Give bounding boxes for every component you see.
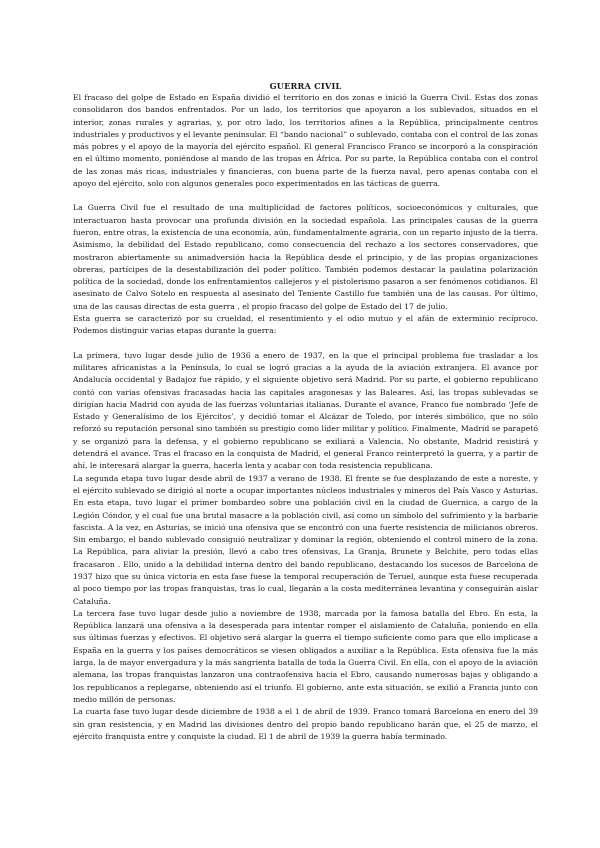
paragraph-intro: El fracaso del golpe de Estado en España dividió el territorio en dos zonas e inició la Guerra Civil. Estas dos zonas consolidaron dos bandos enfrentados. Por un lado, los territorios que apoyaron a los sublevados, situados en el interior, zonas rurales y agrarias, y, por otro lado, los territorios afines a la República, principalmente centros industriales y productivos y el levante peninsular. El “bando nacional” o sublevado, contaba con el control de las zonas más pobres y el apoyo de la mayoría del ejército español. El general Francisco Franco se incorporó a la conspiración en el último momento, poniéndose al mando de las tropas en África. Por su parte, la República contaba con el control de las zonas más ricas, industriales y financieras, con buena parte de la fuerza naval, pero apenas contaba con el apoyo del ejército, solo con algunos generales poco experimentados en las tácticas de guerra. [73,93,538,189]
paragraph-stage-two: La segunda etapa tuvo lugar desde abril de 1937 a verano de 1938. El frente se fue desplazando de este a noreste, y el ejército sublevado se dirigió al norte a ocupar importantes núcleos industriales y mineros del País Vasco y Asturias. En esta etapa, tuvo lugar el primer bombardeo sobre una población civil en la ciudad de Guernica, a cargo de la Legión Cóndor, y el cual fue una brutal masacre a la población civil, así como un símbolo del sufrimiento y la barbarie fascista. A la vez, en Asturias, se inició una ofensiva que se encontró con una fuerte resistencia de milicianos obreros. Sin embargo, el bando sublevado consiguió neutralizar y dominar la región, obteniendo el control minero de la zona. La República, para aliviar la presión, llevó a cabo tres ofensivas, La Granja, Brunete y Belchite, pero todas ellas fracasaron . Ello, unido a la debilidad interna dentro del bando republicano, destacando los sucesos de Barcelona de 1937 hizo que su única victoria en esta fase fuese la temporal recuperación de Teruel, aunque esta fuese recuperada al poco tiempo por las tropas franquistas, tras lo cual, llegarán a la costa mediterránea levantina y conseguirán aislar Cataluña. [73,473,538,606]
document-title: GUERRA CIVIL [269,81,342,91]
paragraph-causes: La Guerra Civil fue el resultado de una multiplicidad de factores políticos, socioeconómicos y culturales, que interactuaron hasta provocar una profunda división en la sociedad española. Las principales causas de la guerra fueron, entre otras, la existencia de una economía, aún, fundamentalmente agraria, con un reparto injusto de la tierra. Asimismo, la debilidad del Estado republicano, como consecuencia del rechazo a los sectores conservadores, que mostraron abiertamente su animadversión hacia la República desde el principio, y de las propias organizaciones obreras, partícipes de la desestabilización del poder político. También podemos destacar la paulatina polarización política de la sociedad, donde los enfrentamientos callejeros y el pistolerismo pasaron a ser fenómenos cotidianos. El asesinato de Calvo Sotelo en respuesta al asesinato del Teniente Castillo fue también una de las causas. Por último, una de las causas directas de esta guerra , el propio fracaso del golpe de Estado del 17 de julio. [73,203,538,311]
paragraph-stage-three: La tercera fase tuvo lugar desde julio a noviembre de 1938, marcada por la famosa batalla del Ebro. En esta, la República lanzará una ofensiva a la desesperada para intentar romper el aislamiento de Cataluña, poniendo en ella sus últimas fuerzas y efectivos. El objetivo será alargar la guerra el tiempo suficiente como para que ello implicase a España en la guerra y los países democráticos se viesen obligados a auxiliar a la República. Esta ofensiva fue la más larga, la de mayor envergadura y la más sangrienta batalla de toda la Guerra Civil. En ella, con el apoyo de la aviación alemana, las tropas franquistas lanzaron una contraofensiva hacia el Ebro, causando numerosas bajas y obligando a los republicanos a replegarse, obteniendo así el triunfo. El gobierno, ante esta situación, se exilió a Francia junto con medio millón de personas. [73,608,538,704]
document-page [73,80,538,743]
paragraph-gap [73,190,538,202]
paragraph-stage-four: La cuarta fase tuvo lugar desde diciembre de 1938 a el 1 de abril de 1939. Franco tomará Barcelona en enero del 39 sin gran resistencia, y en Madrid las divisiones dentro del propio bando republicano harán que, el 25 de marzo, el ejército franquista entre y conquiste la ciudad. El 1 de abril de 1939 la guerra había terminado. [73,707,538,741]
paragraph-stages-intro: Esta guerra se caracterizó por su crueldad, el resentimiento y el odio mutuo y el afán de exterminio recíproco. Podemos distinguir varias etapas durante la guerra: [73,314,538,336]
paragraph-stage-one: La primera, tuvo lugar desde julio de 1936 a enero de 1937, en la que el principal problema fue trasladar a los militares africanistas a la Península, lo cual se logró gracias a la ayuda de la aviación extranjera. El avance por Andalucía occidental y Badajoz fue rápido, y el siguiente objetivo será Madrid. Por su parte, el gobierno republicano contó con varias ofensivas fracasadas hacia las capitales aragonesas y las Baleares. Así, las tropas sublevadas se dirigían hacia Madrid con ayuda de las fuerzas voluntarias italianas. Durante el avance, Franco fue nombrado ‘Jefe de Estado y Generalísimo de los Ejércitos’, y decidió tomar el Alcázar de Toledo, por interés simbólico, que no sólo reforzó su reputación personal sino también su prestigio como líder militar y político. Finalmente, Madrid se parapetó y se organizó para la defensa, y el gobierno republicano se exiliará a Valencia. No obstante, Madrid resistirá y detendrá el avance. Tras el fracaso en la conquista de Madrid, el general Franco reinterpretó la guerra, y a partir de ahí, le interesará alargar la guerra, hacerla lenta y acabar con toda resistencia republicana. [73,350,538,471]
paragraph-gap [73,338,538,350]
